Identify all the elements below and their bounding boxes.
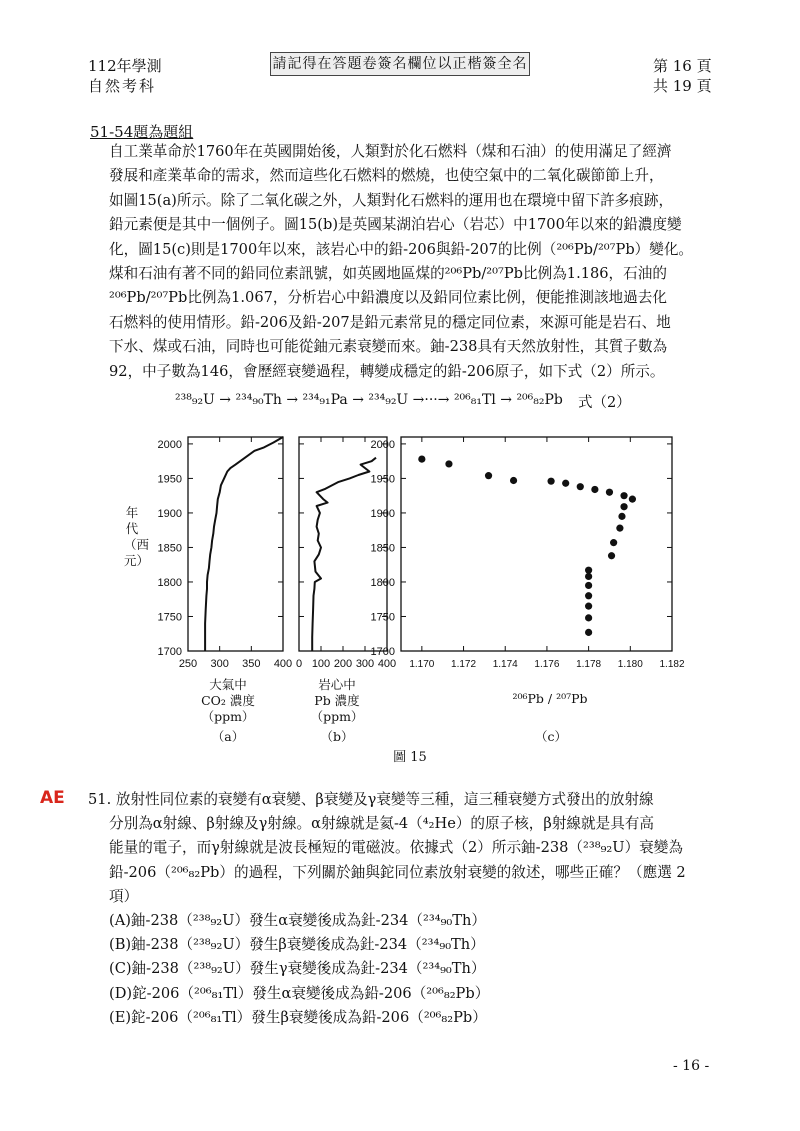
x-tick-label: 100 — [311, 658, 331, 670]
data-point — [606, 489, 613, 496]
question-line: 項） — [109, 887, 139, 905]
y-tick-label: 1800 — [370, 576, 395, 589]
option-e: (E)鉈-206（²⁰⁶₈₁Tl）發生β衰變後成為鉛-206（²⁰⁶₈₂Pb） — [109, 1008, 487, 1026]
panel-a-label: （a） — [211, 729, 245, 744]
y-tick-label: 1750 — [370, 611, 395, 624]
y-tick-label: 1700 — [370, 646, 395, 658]
data-point — [445, 460, 452, 467]
passage-line: 煤和石油有著不同的鉛同位素訊號，如英國地區煤的²⁰⁶Pb/²⁰⁷Pb比例為1.186，石油的 — [109, 265, 667, 283]
panel-b-xlabel-1: 岩心中 — [318, 677, 356, 692]
option-a: (A)鈾-238（²³⁸₉₂U）發生α衰變後成為釷-234（²³⁴₉₀Th） — [109, 912, 487, 930]
passage-line: 自工業革命於1760年在英國開始後，人類對於化石燃料（煤和石油）的使用滿足了經濟 — [109, 143, 672, 160]
data-point — [629, 496, 636, 503]
plot-frame-c — [401, 437, 672, 651]
option-b: (B)鈾-238（²³⁸₉₂U）發生β衰變後成為釷-234（²³⁴₉₀Th） — [109, 936, 485, 954]
x-tick-label: 300 — [355, 658, 375, 670]
data-point — [585, 629, 592, 636]
y-tick-label: 1900 — [157, 507, 182, 520]
option-c: (C)鈾-238（²³⁸₉₂U）發生γ衰變後成為釷-234（²³⁴₉₀Th） — [109, 960, 486, 978]
data-point — [618, 513, 625, 520]
x-tick-label: 250 — [178, 658, 198, 670]
page-total: 共 19 頁 — [653, 77, 712, 95]
data-point — [585, 603, 592, 610]
x-tick-label: 1.180 — [617, 659, 643, 670]
series-line-a — [205, 437, 283, 651]
x-tick-label: 1.178 — [576, 659, 602, 670]
x-tick-label: 1.170 — [409, 659, 435, 670]
y-tick-label: 1950 — [370, 473, 395, 486]
passage-line: 92，中子數為146，會歷經衰變過程，轉變成穩定的鉛-206原子，如下式（2）所示。 — [109, 362, 665, 380]
data-point — [585, 567, 592, 574]
passage-line: 石燃料的使用情形。鉛-206及鉛-207是鉛元素常見的穩定同位素，來源可能是岩石、地 — [109, 313, 671, 331]
x-tick-label: 0 — [295, 658, 303, 670]
passage-line: 下水、煤或石油，同時也可能從鈾元素衰變而來。鈾-238具有天然放射性，其質子數為 — [109, 338, 668, 356]
passage-line: ²⁰⁶Pb/²⁰⁷Pb比例為1.067，分析岩心中鉛濃度以及鉛同位素比例，便能推測該地過去化 — [109, 289, 667, 307]
signature-reminder-banner: 請記得在答題卷簽名欄位以正楷簽全名 — [270, 52, 530, 76]
data-point — [620, 503, 627, 510]
passage-line: 化，圖15(c)則是1700年以來，該岩心中的鉛-206與鉛-207的比例（²⁰⁶Pb/²⁰⁷Pb）變化。 — [109, 240, 694, 258]
y-tick-label: 1750 — [157, 611, 182, 624]
y-tick-label: 1700 — [157, 646, 182, 658]
panel-b-label: （b） — [320, 729, 354, 744]
data-point — [585, 592, 592, 599]
panel-c-label: （c） — [534, 729, 567, 744]
x-tick-label: 1.176 — [534, 659, 560, 670]
decay-equation: ²³⁸₉₂U → ²³⁴₉₀Th → ²³⁴₉₁Pa → ²³⁴₉₂U →···→ ²⁰⁶₈₁Tl → ²⁰⁶₈₂Pb — [175, 392, 563, 408]
x-tick-label: 1.174 — [492, 659, 518, 670]
data-point — [585, 614, 592, 621]
data-point — [577, 483, 584, 490]
panel-a-xlabel-2: CO₂ 濃度 — [201, 693, 255, 708]
y-tick-label: 1950 — [157, 473, 182, 486]
question-line: 能量的電子，而γ射線就是波長極短的電磁波。依據式（2）所示鈾-238（²³⁸₉₂U）衰變為 — [109, 839, 683, 857]
page-indicator: 第 16 頁 — [653, 57, 712, 75]
x-tick-label: 200 — [333, 658, 353, 670]
data-point — [608, 552, 615, 559]
data-point — [591, 486, 598, 493]
data-point — [547, 478, 554, 485]
question-line: 鉛-206（²⁰⁶₈₂Pb）的過程，下列關於鈾與鉈同位素放射衰變的敘述，哪些正確？（應選 2 — [109, 863, 686, 881]
question-51 — [88, 788, 728, 1030]
x-tick-label: 350 — [242, 658, 261, 670]
data-point — [585, 573, 592, 580]
data-point — [485, 472, 492, 479]
panel-a-xlabel-1: 大氣中 — [209, 677, 247, 692]
panel-c-xlabel: ²⁰⁶Pb / ²⁰⁷Pb — [512, 691, 588, 706]
panel-b-xlabel-2: Pb 濃度 — [314, 693, 360, 708]
y-axis-label: 年代（西元） — [124, 505, 150, 568]
y-tick-label: 2000 — [157, 438, 182, 451]
passage-line: 鉛元素便是其中一個例子。圖15(b)是英國某湖泊岩心（岩芯）中1700年以來的鉛濃度變 — [109, 216, 682, 234]
panel-a-xlabel-3: （ppm） — [201, 709, 255, 724]
x-tick-label: 300 — [210, 658, 229, 670]
question-line: 分別為α射線、β射線及γ射線。α射線就是氦-4（⁴₂He）的原子核，β射線就是具有高 — [109, 815, 654, 833]
data-point — [616, 525, 623, 532]
y-tick-label: 1800 — [157, 576, 182, 589]
passage-line: 如圖15(a)所示。除了二氧化碳之外，人類對化石燃料的運用也在環境中留下許多痕跡， — [109, 191, 674, 209]
y-tick-label: 2000 — [370, 438, 395, 451]
x-tick-label: 400 — [377, 658, 397, 670]
subject-title: 自然考科 — [88, 77, 157, 95]
question-group-title: 51-54題為題組 — [90, 123, 194, 141]
passage-line: 發展和產業革命的需求，然而這些化石燃料的燃燒，也使空氣中的二氧化碳節節上升， — [109, 167, 664, 185]
data-point — [562, 480, 569, 487]
option-d: (D)鉈-206（²⁰⁶₈₁Tl）發生α衰變後成為鉛-206（²⁰⁶₈₂Pb） — [109, 984, 490, 1002]
figure-caption: 圖 15 — [393, 750, 427, 765]
data-point — [620, 492, 627, 499]
page-number: - 16 - — [673, 1058, 710, 1074]
data-point — [418, 455, 425, 462]
y-tick-label: 1850 — [370, 542, 395, 555]
panel-b-xlabel-3: （ppm） — [310, 709, 364, 724]
exam-title: 112年學測 — [88, 57, 162, 75]
data-point — [510, 477, 517, 484]
x-tick-label: 1.182 — [659, 659, 685, 670]
data-point — [585, 582, 592, 589]
answer-mark: AE — [40, 788, 65, 808]
question-line: 51. 放射性同位素的衰變有α衰變、β衰變及γ衰變等三種，這三種衰變方式發出的放射線 — [88, 791, 654, 808]
y-tick-label: 1850 — [157, 542, 182, 555]
x-tick-label: 1.172 — [451, 659, 477, 670]
series-line-b — [312, 458, 376, 651]
data-point — [610, 539, 617, 546]
x-tick-label: 400 — [273, 658, 293, 670]
y-tick-label: 1900 — [370, 507, 395, 520]
equation-label: 式（2） — [578, 395, 631, 411]
plot-frame-a — [188, 437, 283, 651]
